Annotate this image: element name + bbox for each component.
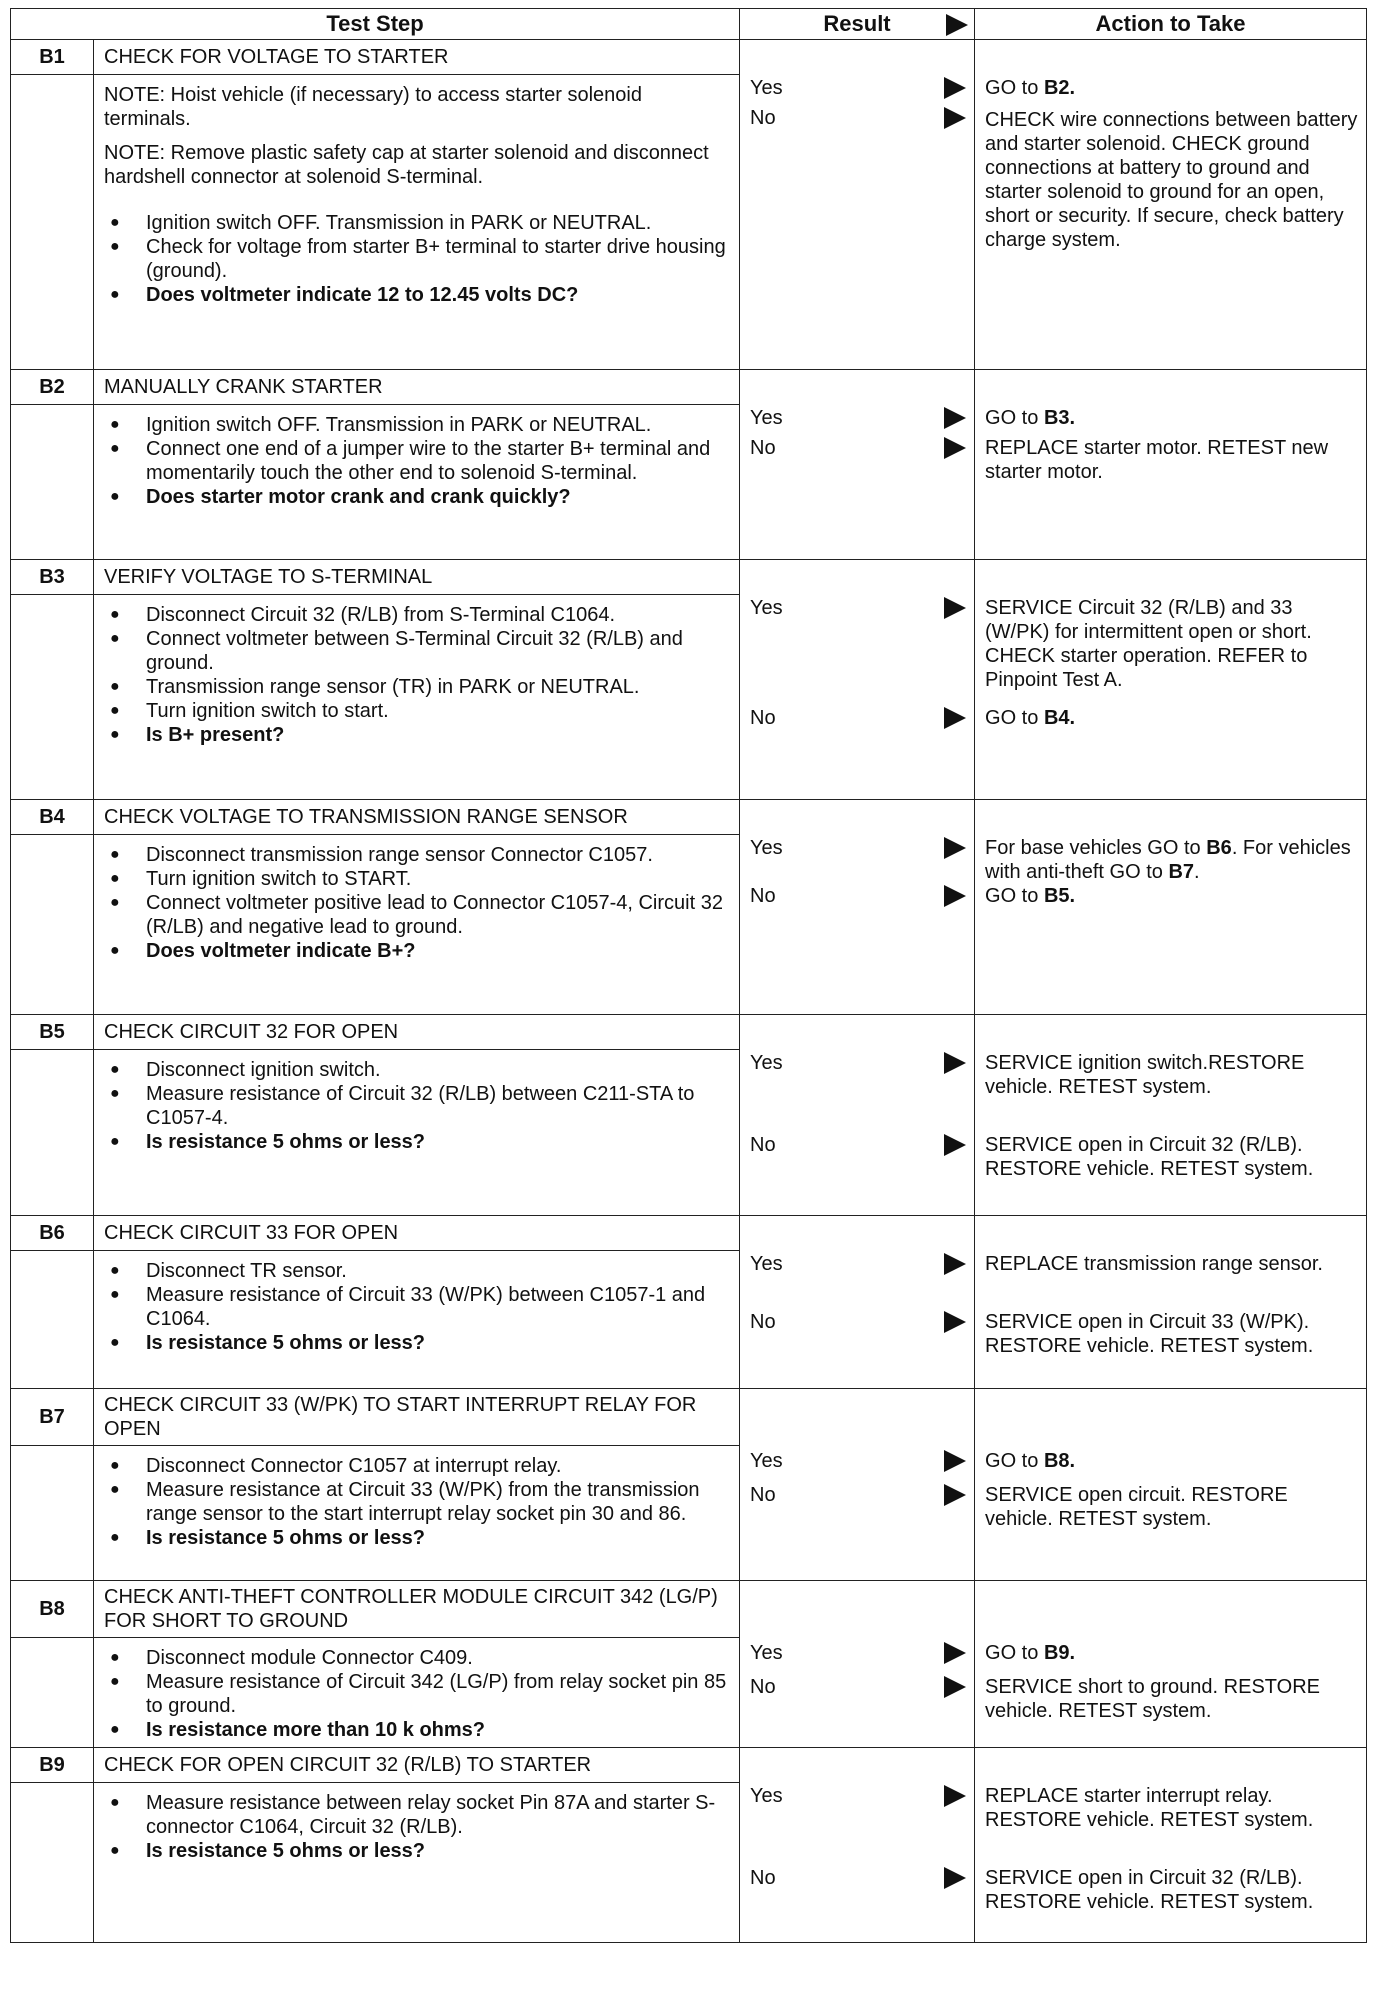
result-yes: Yes bbox=[750, 406, 966, 430]
action-cell bbox=[975, 40, 1367, 370]
arrow-right-icon bbox=[944, 107, 966, 129]
result-yes: Yes bbox=[750, 1449, 966, 1473]
step-title: CHECK CIRCUIT 33 FOR OPEN bbox=[94, 1216, 740, 1251]
result-no: No bbox=[750, 1866, 966, 1890]
arrow-right-icon bbox=[944, 1134, 966, 1156]
step-question: ● Is resistance 5 ohms or less? bbox=[104, 1331, 729, 1355]
action-no: REPLACE starter motor. RETEST new starter motor. bbox=[985, 437, 1329, 483]
action-no: GO to B4. bbox=[985, 707, 1076, 729]
header-result bbox=[740, 9, 975, 40]
action-no: SERVICE open circuit. RESTORE vehicle. RETEST system. bbox=[985, 1484, 1288, 1530]
result-no: No bbox=[750, 1675, 966, 1699]
action-yes: REPLACE starter interrupt relay. RESTORE vehicle. RETEST system. bbox=[985, 1785, 1314, 1831]
action-no: CHECK wire connections between battery and starter solenoid. CHECK ground connections at battery to ground and starter solenoid to ground for an open, short or security. If secure, check battery charge system. bbox=[985, 109, 1358, 251]
step-question: ● Is B+ present? bbox=[104, 723, 729, 747]
action-cell bbox=[975, 1015, 1367, 1216]
action-yes: GO to B3. bbox=[985, 407, 1076, 429]
arrow-right-icon bbox=[944, 1676, 966, 1698]
result-yes: Yes bbox=[750, 76, 966, 100]
result-cell bbox=[740, 800, 975, 1015]
header-test-step: Test Step bbox=[11, 9, 740, 40]
step-instruction: ● Disconnect ignition switch. bbox=[104, 1058, 729, 1082]
step-title: VERIFY VOLTAGE TO S-TERMINAL bbox=[94, 560, 740, 595]
step-title: CHECK ANTI-THEFT CONTROLLER MODULE CIRCUIT 342 (LG/P) FOR SHORT TO GROUND bbox=[94, 1581, 740, 1638]
result-cell bbox=[740, 560, 975, 800]
action-cell bbox=[975, 1581, 1367, 1748]
result-no: No bbox=[750, 1310, 966, 1334]
step-instruction: ● Measure resistance of Circuit 32 (R/LB) between C211-STA to C1057-4. bbox=[104, 1082, 729, 1130]
result-yes: Yes bbox=[750, 1252, 966, 1276]
step-instruction: ● Measure resistance at Circuit 33 (W/PK) from the transmission range sensor to the start interrupt relay socket pin 30 and 86. bbox=[104, 1478, 729, 1526]
result-cell bbox=[740, 1581, 975, 1748]
action-no: SERVICE open in Circuit 32 (R/LB). RESTORE vehicle. RETEST system. bbox=[985, 1867, 1314, 1913]
step-instruction: ● Disconnect module Connector C409. bbox=[104, 1646, 729, 1670]
step-instruction: ● Disconnect Circuit 32 (R/LB) from S-Terminal C1064. bbox=[104, 603, 729, 627]
arrow-right-icon bbox=[944, 707, 966, 729]
step-id: B5 bbox=[11, 1015, 94, 1050]
arrow-right-icon bbox=[944, 837, 966, 859]
step-instruction: ● Ignition switch OFF. Transmission in PARK or NEUTRAL. bbox=[104, 211, 729, 235]
step-body bbox=[94, 1446, 740, 1581]
arrow-right-icon bbox=[944, 1484, 966, 1506]
step-instruction: ● Measure resistance of Circuit 342 (LG/P) from relay socket pin 85 to ground. bbox=[104, 1670, 729, 1718]
step-id: B2 bbox=[11, 370, 94, 405]
arrow-right-icon bbox=[944, 597, 966, 619]
result-no: No bbox=[750, 106, 966, 130]
step-body bbox=[94, 835, 740, 1015]
step-body bbox=[94, 1050, 740, 1216]
step-id: B8 bbox=[11, 1581, 94, 1638]
pinpoint-test-table bbox=[10, 8, 1367, 1943]
action-no: SERVICE open in Circuit 32 (R/LB). RESTORE vehicle. RETEST system. bbox=[985, 1134, 1314, 1180]
step-body bbox=[94, 405, 740, 560]
step-instruction: ● Check for voltage from starter B+ terminal to starter drive housing (ground). bbox=[104, 235, 729, 283]
action-no: SERVICE short to ground. RESTORE vehicle. RETEST system. bbox=[985, 1676, 1320, 1722]
step-title: CHECK FOR VOLTAGE TO STARTER bbox=[94, 40, 740, 75]
arrow-right-icon bbox=[944, 1253, 966, 1275]
step-id: B7 bbox=[11, 1389, 94, 1446]
arrow-right-icon bbox=[944, 407, 966, 429]
action-yes: For base vehicles GO to B6. For vehicles with anti-theft GO to B7. bbox=[985, 837, 1351, 883]
action-cell bbox=[975, 560, 1367, 800]
step-instruction: ● Disconnect TR sensor. bbox=[104, 1259, 729, 1283]
step-id: B3 bbox=[11, 560, 94, 595]
step-instruction: ● Transmission range sensor (TR) in PARK or NEUTRAL. bbox=[104, 675, 729, 699]
result-yes: Yes bbox=[750, 1051, 966, 1075]
step-body bbox=[94, 1251, 740, 1389]
step-id: B4 bbox=[11, 800, 94, 835]
action-yes: SERVICE Circuit 32 (R/LB) and 33 (W/PK) for intermittent open or short. CHECK starter operation. REFER to Pinpoint Test A. bbox=[985, 597, 1312, 691]
step-question: ● Does voltmeter indicate B+? bbox=[104, 939, 729, 963]
arrow-right-icon bbox=[944, 1867, 966, 1889]
step-id: B6 bbox=[11, 1216, 94, 1251]
arrow-right-icon bbox=[944, 77, 966, 99]
step-body bbox=[94, 595, 740, 800]
action-yes: GO to B8. bbox=[985, 1450, 1076, 1472]
step-note: NOTE: Remove plastic safety cap at starter solenoid and disconnect hardshell connector at solenoid S-terminal. bbox=[104, 142, 709, 188]
diagnostic-test-table bbox=[10, 8, 1366, 1992]
result-no: No bbox=[750, 436, 966, 460]
result-cell bbox=[740, 40, 975, 370]
step-instruction: ● Ignition switch OFF. Transmission in PARK or NEUTRAL. bbox=[104, 413, 729, 437]
step-body bbox=[94, 1638, 740, 1748]
arrow-right-icon bbox=[944, 437, 966, 459]
step-instruction: ● Connect voltmeter positive lead to Connector C1057-4, Circuit 32 (R/LB) and negative lead to ground. bbox=[104, 891, 729, 939]
arrow-right-icon bbox=[944, 885, 966, 907]
step-title: CHECK CIRCUIT 32 FOR OPEN bbox=[94, 1015, 740, 1050]
action-cell bbox=[975, 370, 1367, 560]
result-no: No bbox=[750, 1483, 966, 1507]
step-instruction: ● Measure resistance between relay socket Pin 87A and starter S-connector C1064, Circuit 32 (R/LB). bbox=[104, 1791, 729, 1839]
result-no: No bbox=[750, 884, 966, 908]
action-cell bbox=[975, 800, 1367, 1015]
step-title: CHECK CIRCUIT 33 (W/PK) TO START INTERRUPT RELAY FOR OPEN bbox=[94, 1389, 740, 1446]
action-yes: REPLACE transmission range sensor. bbox=[985, 1253, 1323, 1275]
step-body bbox=[94, 75, 740, 370]
step-note: NOTE: Hoist vehicle (if necessary) to access starter solenoid terminals. bbox=[104, 84, 642, 130]
action-yes: GO to B2. bbox=[985, 77, 1076, 99]
step-instruction: ● Connect voltmeter between S-Terminal Circuit 32 (R/LB) and ground. bbox=[104, 627, 729, 675]
step-instruction: ● Turn ignition switch to start. bbox=[104, 699, 729, 723]
action-no: SERVICE open in Circuit 33 (W/PK). RESTORE vehicle. RETEST system. bbox=[985, 1311, 1314, 1357]
result-no: No bbox=[750, 706, 966, 730]
arrow-right-icon bbox=[944, 1052, 966, 1074]
action-no: GO to B5. bbox=[985, 885, 1076, 907]
action-cell bbox=[975, 1389, 1367, 1581]
step-question: ● Is resistance 5 ohms or less? bbox=[104, 1526, 729, 1550]
step-instruction: ● Turn ignition switch to START. bbox=[104, 867, 729, 891]
arrow-right-icon bbox=[944, 1311, 966, 1333]
header-result-label: Result bbox=[823, 11, 891, 36]
result-cell bbox=[740, 1015, 975, 1216]
result-yes: Yes bbox=[750, 1784, 966, 1808]
step-question: ● Is resistance 5 ohms or less? bbox=[104, 1130, 729, 1154]
step-id: B9 bbox=[11, 1748, 94, 1783]
action-cell bbox=[975, 1748, 1367, 1943]
action-cell bbox=[975, 1216, 1367, 1389]
arrow-right-icon bbox=[944, 1450, 966, 1472]
result-cell bbox=[740, 370, 975, 560]
header-row bbox=[11, 9, 1367, 40]
step-instruction: ● Connect one end of a jumper wire to the starter B+ terminal and momentarily touch the other end to solenoid S-terminal. bbox=[104, 437, 729, 485]
result-yes: Yes bbox=[750, 596, 966, 620]
arrow-right-icon bbox=[944, 1785, 966, 1807]
arrow-right-icon bbox=[944, 1642, 966, 1664]
result-yes: Yes bbox=[750, 1641, 966, 1665]
result-cell bbox=[740, 1389, 975, 1581]
step-question: ● Is resistance more than 10 k ohms? bbox=[104, 1718, 729, 1742]
step-question: ● Is resistance 5 ohms or less? bbox=[104, 1839, 729, 1863]
step-instruction: ● Disconnect transmission range sensor Connector C1057. bbox=[104, 843, 729, 867]
result-cell bbox=[740, 1748, 975, 1943]
result-no: No bbox=[750, 1133, 966, 1157]
step-body bbox=[94, 1783, 740, 1943]
step-instruction: ● Measure resistance of Circuit 33 (W/PK) between C1057-1 and C1064. bbox=[104, 1283, 729, 1331]
action-yes: SERVICE ignition switch.RESTORE vehicle. RETEST system. bbox=[985, 1052, 1305, 1098]
arrow-right-icon bbox=[946, 14, 968, 36]
header-action: Action to Take bbox=[975, 9, 1367, 40]
step-question: ● Does voltmeter indicate 12 to 12.45 volts DC? bbox=[104, 283, 729, 307]
step-question: ● Does starter motor crank and crank quickly? bbox=[104, 485, 729, 509]
step-title: CHECK VOLTAGE TO TRANSMISSION RANGE SENSOR bbox=[94, 800, 740, 835]
step-id: B1 bbox=[11, 40, 94, 75]
step-instruction: ● Disconnect Connector C1057 at interrupt relay. bbox=[104, 1454, 729, 1478]
step-title: CHECK FOR OPEN CIRCUIT 32 (R/LB) TO STARTER bbox=[94, 1748, 740, 1783]
action-yes: GO to B9. bbox=[985, 1642, 1076, 1664]
result-cell bbox=[740, 1216, 975, 1389]
result-yes: Yes bbox=[750, 836, 966, 860]
step-title: MANUALLY CRANK STARTER bbox=[94, 370, 740, 405]
